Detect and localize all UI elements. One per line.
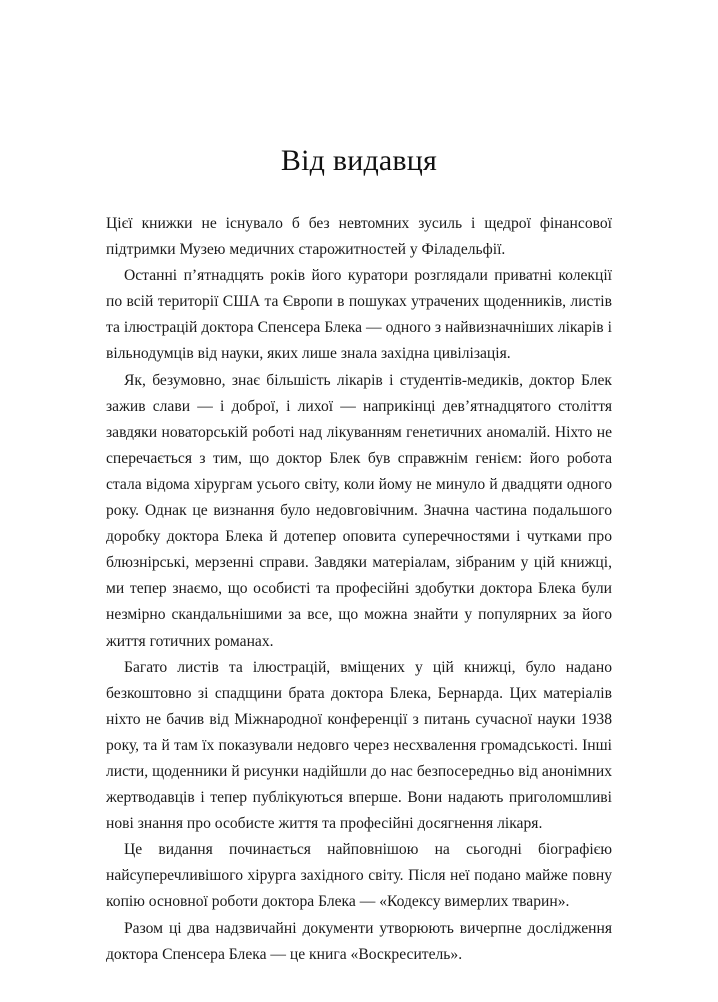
- paragraph-6: Разом ці два надзвичайні документи утворюють вичерпне дослідження доктора Спенсера Блека — це книга «Воскреситель».: [106, 919, 612, 963]
- page-title: Від видавця: [280, 144, 438, 177]
- paragraph-2: Останні п’ятнадцять років його куратори розглядали приватні колекції по всій території США та Європи в пошуках утрачених щоденників, листів та ілюстрацій доктора Спенсера Блека — одного з найвизначніших лікарів і вільнодумців від науки, яких лише знала західна цивілізація.: [106, 267, 612, 363]
- body-text: [106, 211, 612, 968]
- paragraph-4: Багато листів та ілюстрацій, вміщених у цій книжці, було надано безкоштовно зі спадщини брата доктора Блека, Бернарда. Цих матеріалів ніхто не бачив від Міжнародної конференції з питань сучасної науки 1938 року, та й там їх показували недовго через несхвалення громадськості. Інші листи, щоденники й рисунки надійшли до нас безпосередньо від анонімних жертводавців і тепер публікуються вперше. Вони надають приголомшливі нові знання про особисте життя та професійні досягнення лікаря.: [106, 658, 612, 833]
- paragraph-3: Як, безумовно, знає більшість лікарів і студентів-медиків, доктор Блек зажив слави — і доброї, і лихої — наприкінці дев’ятнадцятого століття завдяки новаторській роботі над лікуванням генетичних аномалій. Ніхто не сперечається з тим, що доктор Блек був справжнім генієм: його робота стала відома хірургам усього світу, коли йому не минуло й двадцяти одного року. Однак це визнання було недовговічним. Значна частина подальшого доробку доктора Блека й дотепер оповита суперечностями і чутками про блюзнірські, мерзенні справи. Завдяки матеріалам, зібраним у цій книжці, ми тепер знаємо, що особисті та професійні здобутки доктора Блека були незмірно скандальнішими за все, що можна знайти у популярних за його життя готичних романах.: [106, 371, 612, 650]
- paragraph-1: Цієї книжки не існувало б без невтомних зусиль і щедрої фінансової підтримки Музею медичних старожитностей у Філадельфії.: [106, 215, 612, 259]
- paragraph-5: Це видання починається найповнішою на сьогодні біографією найсуперечливішого хірурга західного світу. Після неї подано майже повну копію основної роботи доктора Блека — «Кодексу вимерлих тварин».: [106, 841, 612, 911]
